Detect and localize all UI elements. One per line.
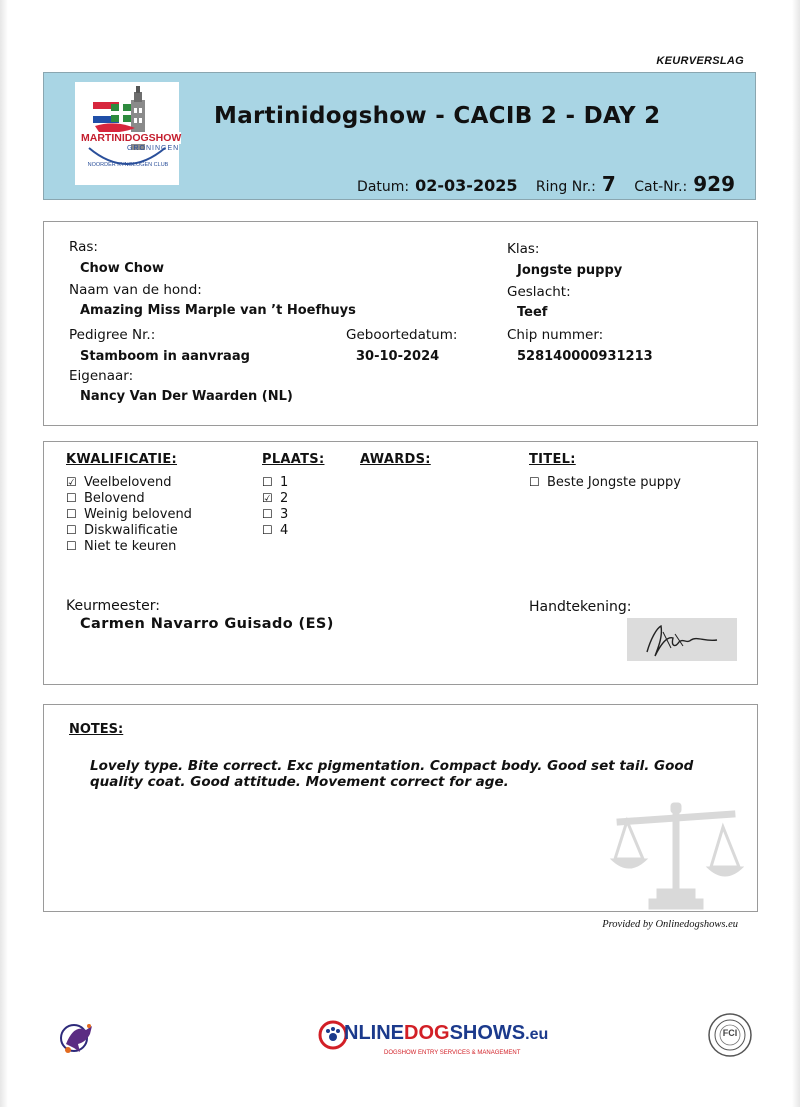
date-label: Datum: [357,179,410,195]
breed-label: Ras: [69,239,98,255]
page-edge-right [792,0,800,1107]
logo-arc-text: NOORDER KYNOLOGEN CLUB [87,162,169,168]
judge-label: Keurmeester: [66,598,160,614]
title-heading: TITEL: [529,452,576,467]
checkbox-icon: ☑ [262,491,273,505]
dog-name-value: Amazing Miss Marple van ’t Hoefhuys [80,303,356,318]
sex-label: Geslacht: [507,284,571,300]
checkbox-icon: ☐ [262,475,273,489]
signature-image [627,618,737,661]
owner-value: Nancy Van Der Waarden (NL) [80,389,293,404]
cat-value: 929 [693,172,735,196]
page-edge-left [0,0,8,1107]
checkbox-icon: ☐ [262,523,273,537]
brand-name: NLINEDOGSHOWS.eu [344,1022,549,1044]
signature-label: Handtekening: [529,599,632,615]
judge-name: Carmen Navarro Guisado (ES) [80,616,334,632]
onlinedogshows-logo [318,1020,549,1064]
checkbox-icon: ☑ [66,475,77,489]
qualification-heading: KWALIFICATIE: [66,452,178,467]
brand-tagline: DOGSHOW ENTRY SERVICES & MANAGEMENT [384,1050,521,1056]
placement-option: ☐ 4 [262,523,289,538]
dog-name-label: Naam van de hond: [69,282,202,298]
checkbox-icon: ☐ [66,539,77,553]
show-meta [357,172,735,196]
chip-value: 528140000931213 [517,349,653,364]
dog-club-logo [56,1014,100,1058]
sex-value: Teef [517,305,548,320]
notes-panel [43,704,758,912]
placement-option: ☐ 1 [262,475,289,490]
breed-value: Chow Chow [80,261,164,276]
pedigree-value: Stamboom in aanvraag [80,349,250,364]
notes-text: Lovely type. Bite correct. Exc pigmentation. Compact body. Good set tail. Good quality coat. Good attitude. Movement correct for age. [90,758,694,790]
chip-label: Chip nummer: [507,327,604,343]
birthdate-label: Geboortedatum: [346,327,458,343]
provided-by-text: Provided by Onlinedogshows.eu [602,919,738,930]
judging-result-panel [43,441,758,685]
placement-option: ☑ 2 [262,491,289,506]
qualification-option: ☐ Belovend [66,491,145,506]
checkbox-icon: ☐ [66,523,77,537]
checkbox-icon: ☐ [262,507,273,521]
checkbox-icon: ☐ [529,475,540,489]
class-value: Jongste puppy [517,263,623,278]
title-option: ☐ Beste Jongste puppy [529,475,681,490]
show-header [43,72,756,200]
birthdate-value: 30-10-2024 [356,349,440,364]
placement-heading: PLAATS: [262,452,325,467]
class-label: Klas: [507,241,540,257]
pedigree-label: Pedigree Nr.: [69,327,156,343]
qualification-option: ☐ Niet te keuren [66,539,177,554]
show-logo [75,82,182,185]
show-title: Martinidogshow - CACIB 2 - DAY 2 [214,103,661,129]
owner-label: Eigenaar: [69,368,134,384]
ring-value: 7 [601,172,616,196]
qualification-option: ☑ Veelbelovend [66,475,172,490]
qualification-option: ☐ Diskwalificatie [66,523,178,538]
checkbox-icon: ☐ [66,491,77,505]
qualification-option: ☐ Weinig belovend [66,507,192,522]
placement-option: ☐ 3 [262,507,289,522]
document-type-label: KEURVERSLAG [656,55,744,67]
date-value: 02-03-2025 [415,176,518,195]
scales-icon [609,801,744,911]
notes-heading: NOTES: [69,722,124,737]
checkbox-icon: ☐ [66,507,77,521]
logo-title: MARTINIDOGSHOW [81,132,182,144]
cat-label: Cat-Nr.: [634,179,688,195]
fci-text: FCI [722,1028,738,1038]
dog-info-panel [43,221,758,426]
logo-subtitle: GRONINGEN [127,145,180,152]
ring-label: Ring Nr.: [535,179,596,195]
awards-heading: AWARDS: [360,452,431,467]
fci-logo [707,1012,753,1058]
